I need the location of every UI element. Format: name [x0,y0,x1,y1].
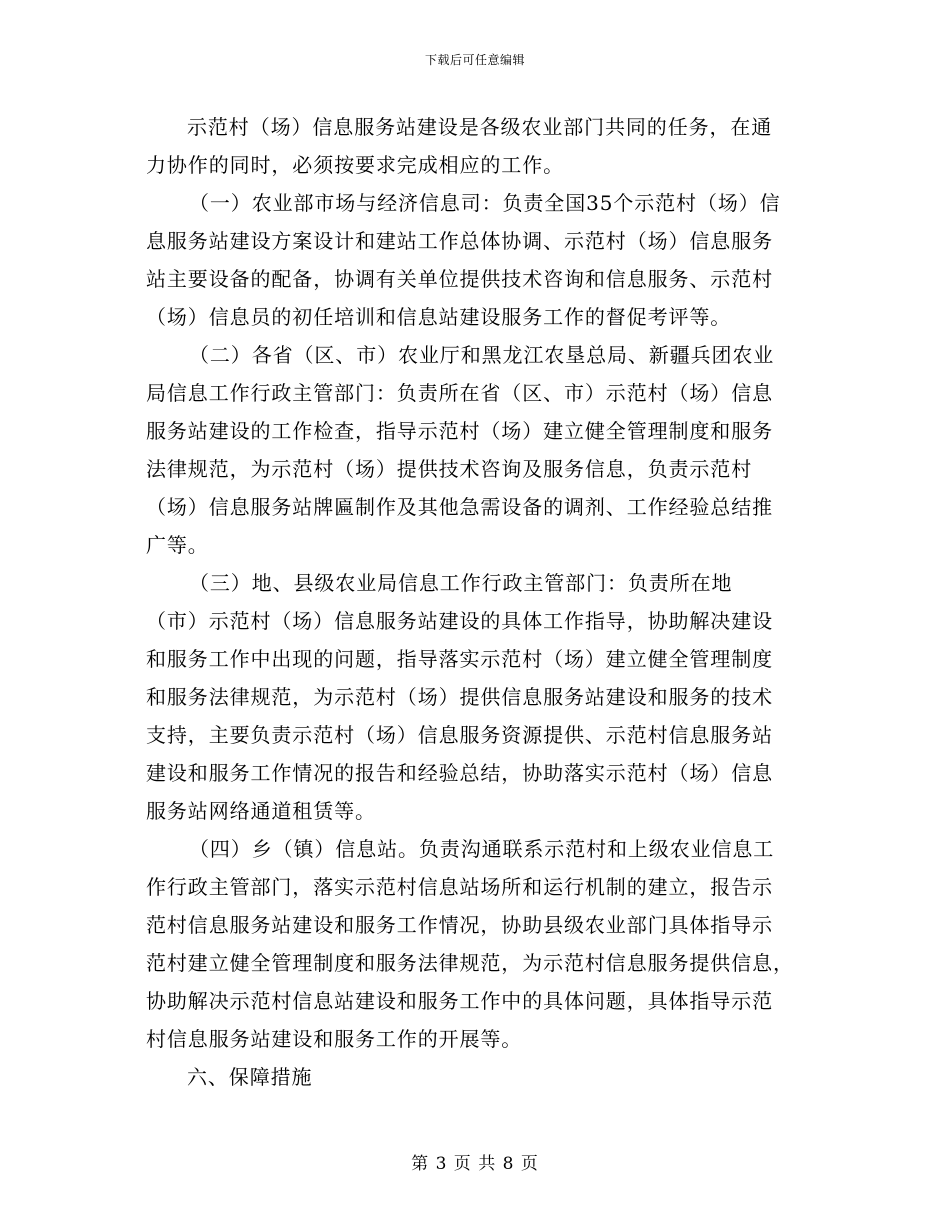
text-line: 协助解决示范村信息站建设和服务工作中的具体问题，具体指导示范 [146,989,773,1013]
text-line: （场）信息服务站牌匾制作及其他急需设备的调剂、工作经验总结推 [146,495,773,519]
text-line: 范村信息服务站建设和服务工作情况，协助县级农业部门具体指导示 [146,913,773,937]
text-line: 作行政主管部门，落实示范村信息站场所和运行机制的建立，报告示 [146,875,773,899]
text-line: 局信息工作行政主管部门：负责所在省（区、市）示范村（场）信息 [146,381,773,405]
page-footer [0,1152,950,1176]
text-line: 和服务工作中出现的问题，指导落实示范村（场）建立健全管理制度 [146,647,773,671]
text-line: 和服务法律规范，为示范村（场）提供信息服务站建设和服务的技术 [146,685,773,709]
text-line: 建设和服务工作情况的报告和经验总结，协助落实示范村（场）信息 [146,761,773,785]
text-line: （市）示范村（场）信息服务站建设的具体工作指导，协助解决建设 [146,609,773,633]
document-body [146,108,806,1096]
text-line: 示范村（场）信息服务站建设是各级农业部门共同的任务，在通 [187,115,773,139]
text-line: 广等。 [146,533,209,557]
text-line: 范村建立健全管理制度和服务法律规范，为示范村信息服务提供信息， [146,951,794,975]
footer-middle: 页 共 [453,1154,497,1174]
text-line: （三）地、县级农业局信息工作行政主管部门：负责所在地 [189,571,733,595]
footer-suffix: 页 [520,1154,539,1174]
text-line: （场）信息员的初任培训和信息站建设服务工作的督促考评等。 [146,305,732,329]
text-line: （四）乡（镇）信息站。负责沟通联系示范村和上级农业信息工 [189,837,775,861]
text-line: 力协作的同时，必须按要求完成相应的工作。 [146,153,564,177]
text-line: 村信息服务站建设和服务工作的开展等。 [146,1027,523,1051]
text-line: 服务站网络通道租赁等。 [146,799,376,823]
text-line: （二）各省（区、市）农业厅和黑龙江农垦总局、新疆兵团农业 [189,343,775,367]
current-page-number: 3 [435,1154,448,1174]
section-heading: 六、保障措施 [187,1065,313,1089]
text-line: 法律规范，为示范村（场）提供技术咨询及服务信息，负责示范村 [146,457,753,481]
text-line: （一）农业部市场与经济信息司：负责全国35个示范村（场）信 [189,191,781,215]
page-header: 下载后可任意编辑 [424,53,525,67]
text-line: 支持，主要负责示范村（场）信息服务资源提供、示范村信息服务站 [146,723,773,747]
text-line: 站主要设备的配备，协调有关单位提供技术咨询和信息服务、示范村 [146,267,773,291]
text-line: 息服务站建设方案设计和建站工作总体协调、示范村（场）信息服务 [146,229,773,253]
text-line: 服务站建设的工作检查，指导示范村（场）建立健全管理制度和服务 [146,419,773,443]
footer-prefix: 第 [411,1154,430,1174]
total-page-count: 8 [502,1154,515,1174]
